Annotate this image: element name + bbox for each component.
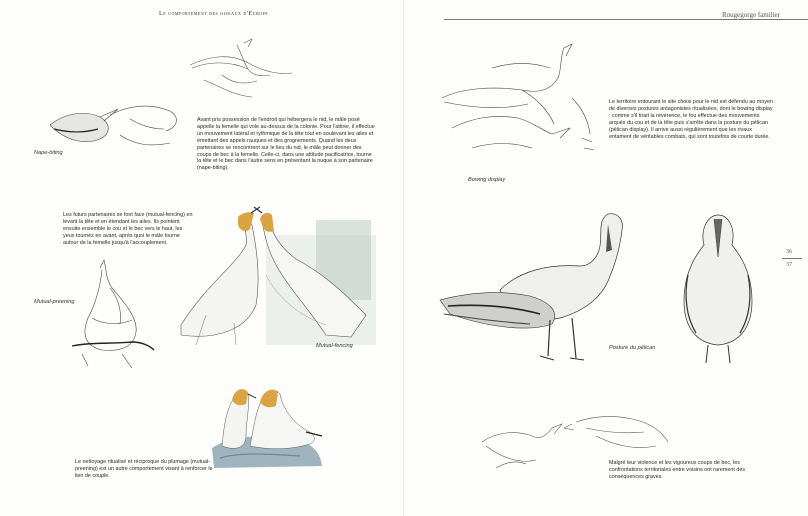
caption-mutual-preening: Mutual-preening: [34, 299, 75, 305]
gannet-mutual-fencing-watercolor: [176, 205, 376, 350]
running-header-right: Rougegorge familier: [722, 11, 780, 19]
paragraph-3: Le nettoyage ritualisé et réciproque du plumage (mutual-preening) est un autre comportement visant à renforcer le lien de couple.: [75, 459, 213, 479]
gannet-flight-sketch: [182, 35, 302, 105]
gannet-preening-sketch: [62, 258, 162, 373]
running-header-rule: [444, 19, 808, 20]
gannet-pelican-posture-front: [674, 205, 764, 370]
folio-divider: [782, 258, 802, 259]
caption-bowing-display: Bowing display: [468, 177, 506, 183]
caption-mutual-fencing: Mutual-fencing: [316, 343, 353, 349]
right-page: [404, 0, 808, 516]
gannet-bowing-sketch: [432, 38, 602, 178]
page-number-top: 36: [786, 249, 792, 255]
paragraph-4: Le territoire entourant le site choisi pour le nid est défendu au moyen de diverses postures antagonistes ritualisées, dont le bowing display : comme s'il tirait la révérence, le fou effectue des mouvements arqués du cou et de la tête puis s'arrête dans la posture du pélican (pélican display). Il arrive aussi régulièrement que les rivaux entament de véritables combats, qui sont toutefois de courte durée.: [609, 99, 773, 140]
gannet-preening-watercolor: [210, 376, 328, 471]
caption-nape-biting: Nape-biting: [34, 150, 63, 156]
running-header-left: Le comportement des oiseaux d'Europe: [159, 10, 269, 17]
paragraph-2: Les futurs partenaires se font face (mutual-fencing) en levant la tête et en étendant les ailes. Ils pointent ensuite ensemble le cou et le bec vers le haut, les yeux tournés en avant, après quoi le mâle tourne autour de la femelle jusqu'à l'accouplement.: [63, 212, 193, 246]
paragraph-5: Malgré leur violence et les vigoureux coups de bec, les confrontations territoriales entre voisins ont rarement des conséquences graves.: [609, 460, 746, 480]
paragraph-1: Avant pris possession de l'endroit qui hébergera le nid, le mâle posé appelle la femelle qui vole au-dessus de la colonie. Pour l'attirer, il effectue un mouvement latéral et rythmique de la tête tout en soulevant les ailes et émettant des appels rauques et des grognements. Quand les deux partenaires se rencontrent sur le lieu du nid, le mâle peut donner des coups de bec à la femelle. Celle-ci, dans une attitude pacificatrice, tourne la tête et le bec dans l'autre sens en présentant la nuque à son partenaire (nape-biting).: [197, 117, 375, 172]
gannet-pelican-posture-side: [440, 210, 630, 365]
caption-posture-pelican: Posture du pélican: [609, 345, 656, 351]
page-number-bottom: 37: [786, 262, 792, 268]
